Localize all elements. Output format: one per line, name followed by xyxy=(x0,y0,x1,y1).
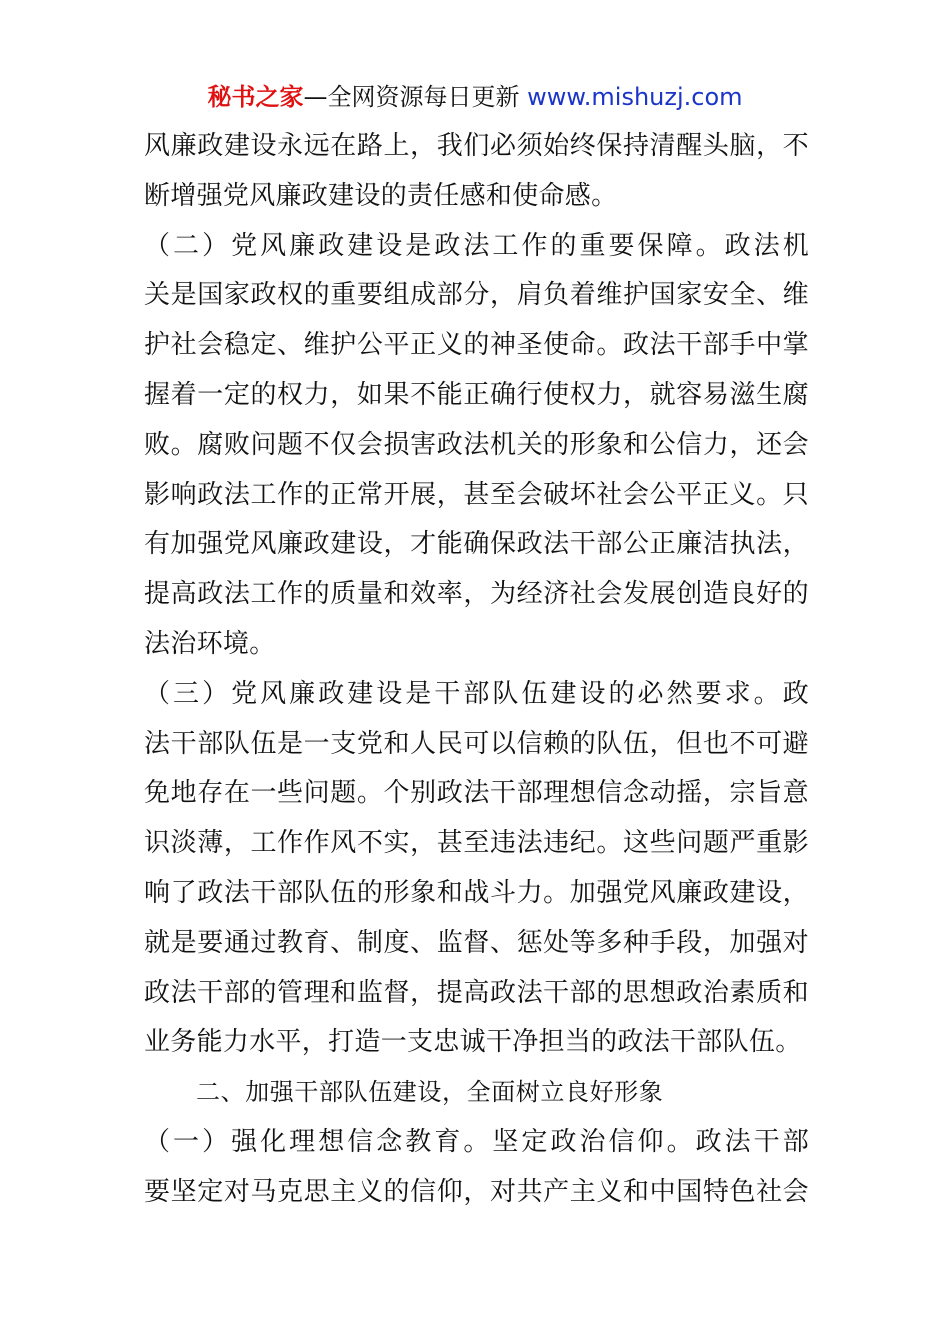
text-line: 关是国家政权的重要组成部分，肩负着维护国家安全、维 xyxy=(144,280,809,311)
text-line: 败。腐败问题不仅会损害政法机关的形象和公信力，还会 xyxy=(144,429,809,460)
text-line: 免地存在一些问题。个别政法干部理想信念动摇，宗旨意 xyxy=(144,778,809,809)
document-body xyxy=(144,122,809,1218)
site-header xyxy=(0,80,950,114)
text-line: 业务能力水平，打造一支忠诚干净担当的政法干部队伍。 xyxy=(144,1027,802,1058)
text-line: 护社会稳定、维护公平正义的神圣使命。政法干部手中掌 xyxy=(144,330,809,361)
text-line: （二）党风廉政建设是政法工作的重要保障。政法机 xyxy=(144,230,809,261)
text-line: （一）强化理想信念教育。坚定政治信仰。政法干部 xyxy=(144,1126,809,1157)
site-tagline: —全网资源每日更新 xyxy=(303,83,528,111)
text-line: 法干部队伍是一支党和人民可以信赖的队伍，但也不可避 xyxy=(144,728,809,759)
text-line: 响了政法干部队伍的形象和战斗力。加强党风廉政建设， xyxy=(144,877,809,908)
text-line: 要坚定对马克思主义的信仰，对共产主义和中国特色社会 xyxy=(144,1176,809,1207)
text-line: 断增强党风廉政建设的责任感和使命感。 xyxy=(144,180,618,211)
text-line: 法治环境。 xyxy=(144,628,276,659)
section-heading: 二、加强干部队伍建设，全面树立良好形象 xyxy=(196,1078,664,1107)
text-line: 就是要通过教育、制度、监督、惩处等多种手段，加强对 xyxy=(144,927,809,958)
text-line: （三）党风廉政建设是干部队伍建设的必然要求。政 xyxy=(144,678,809,709)
site-url-link[interactable]: www.mishuzj.com xyxy=(527,83,743,111)
text-line: 政法干部的管理和监督，提高政法干部的思想政治素质和 xyxy=(144,977,809,1008)
text-line: 有加强党风廉政建设，才能确保政法干部公正廉洁执法， xyxy=(144,529,809,560)
text-line: 提高政法工作的质量和效率，为经济社会发展创造良好的 xyxy=(144,579,809,610)
text-line: 识淡薄，工作作风不实，甚至违法违纪。这些问题严重影 xyxy=(144,828,809,859)
text-line: 风廉政建设永远在路上，我们必须始终保持清醒头脑，不 xyxy=(144,131,809,161)
text-line: 握着一定的权力，如果不能正确行使权力，就容易滋生腐 xyxy=(144,379,809,410)
text-line: 影响政法工作的正常开展，甚至会破坏社会公平正义。只 xyxy=(144,479,809,510)
site-brand: 秘书之家 xyxy=(207,83,304,111)
